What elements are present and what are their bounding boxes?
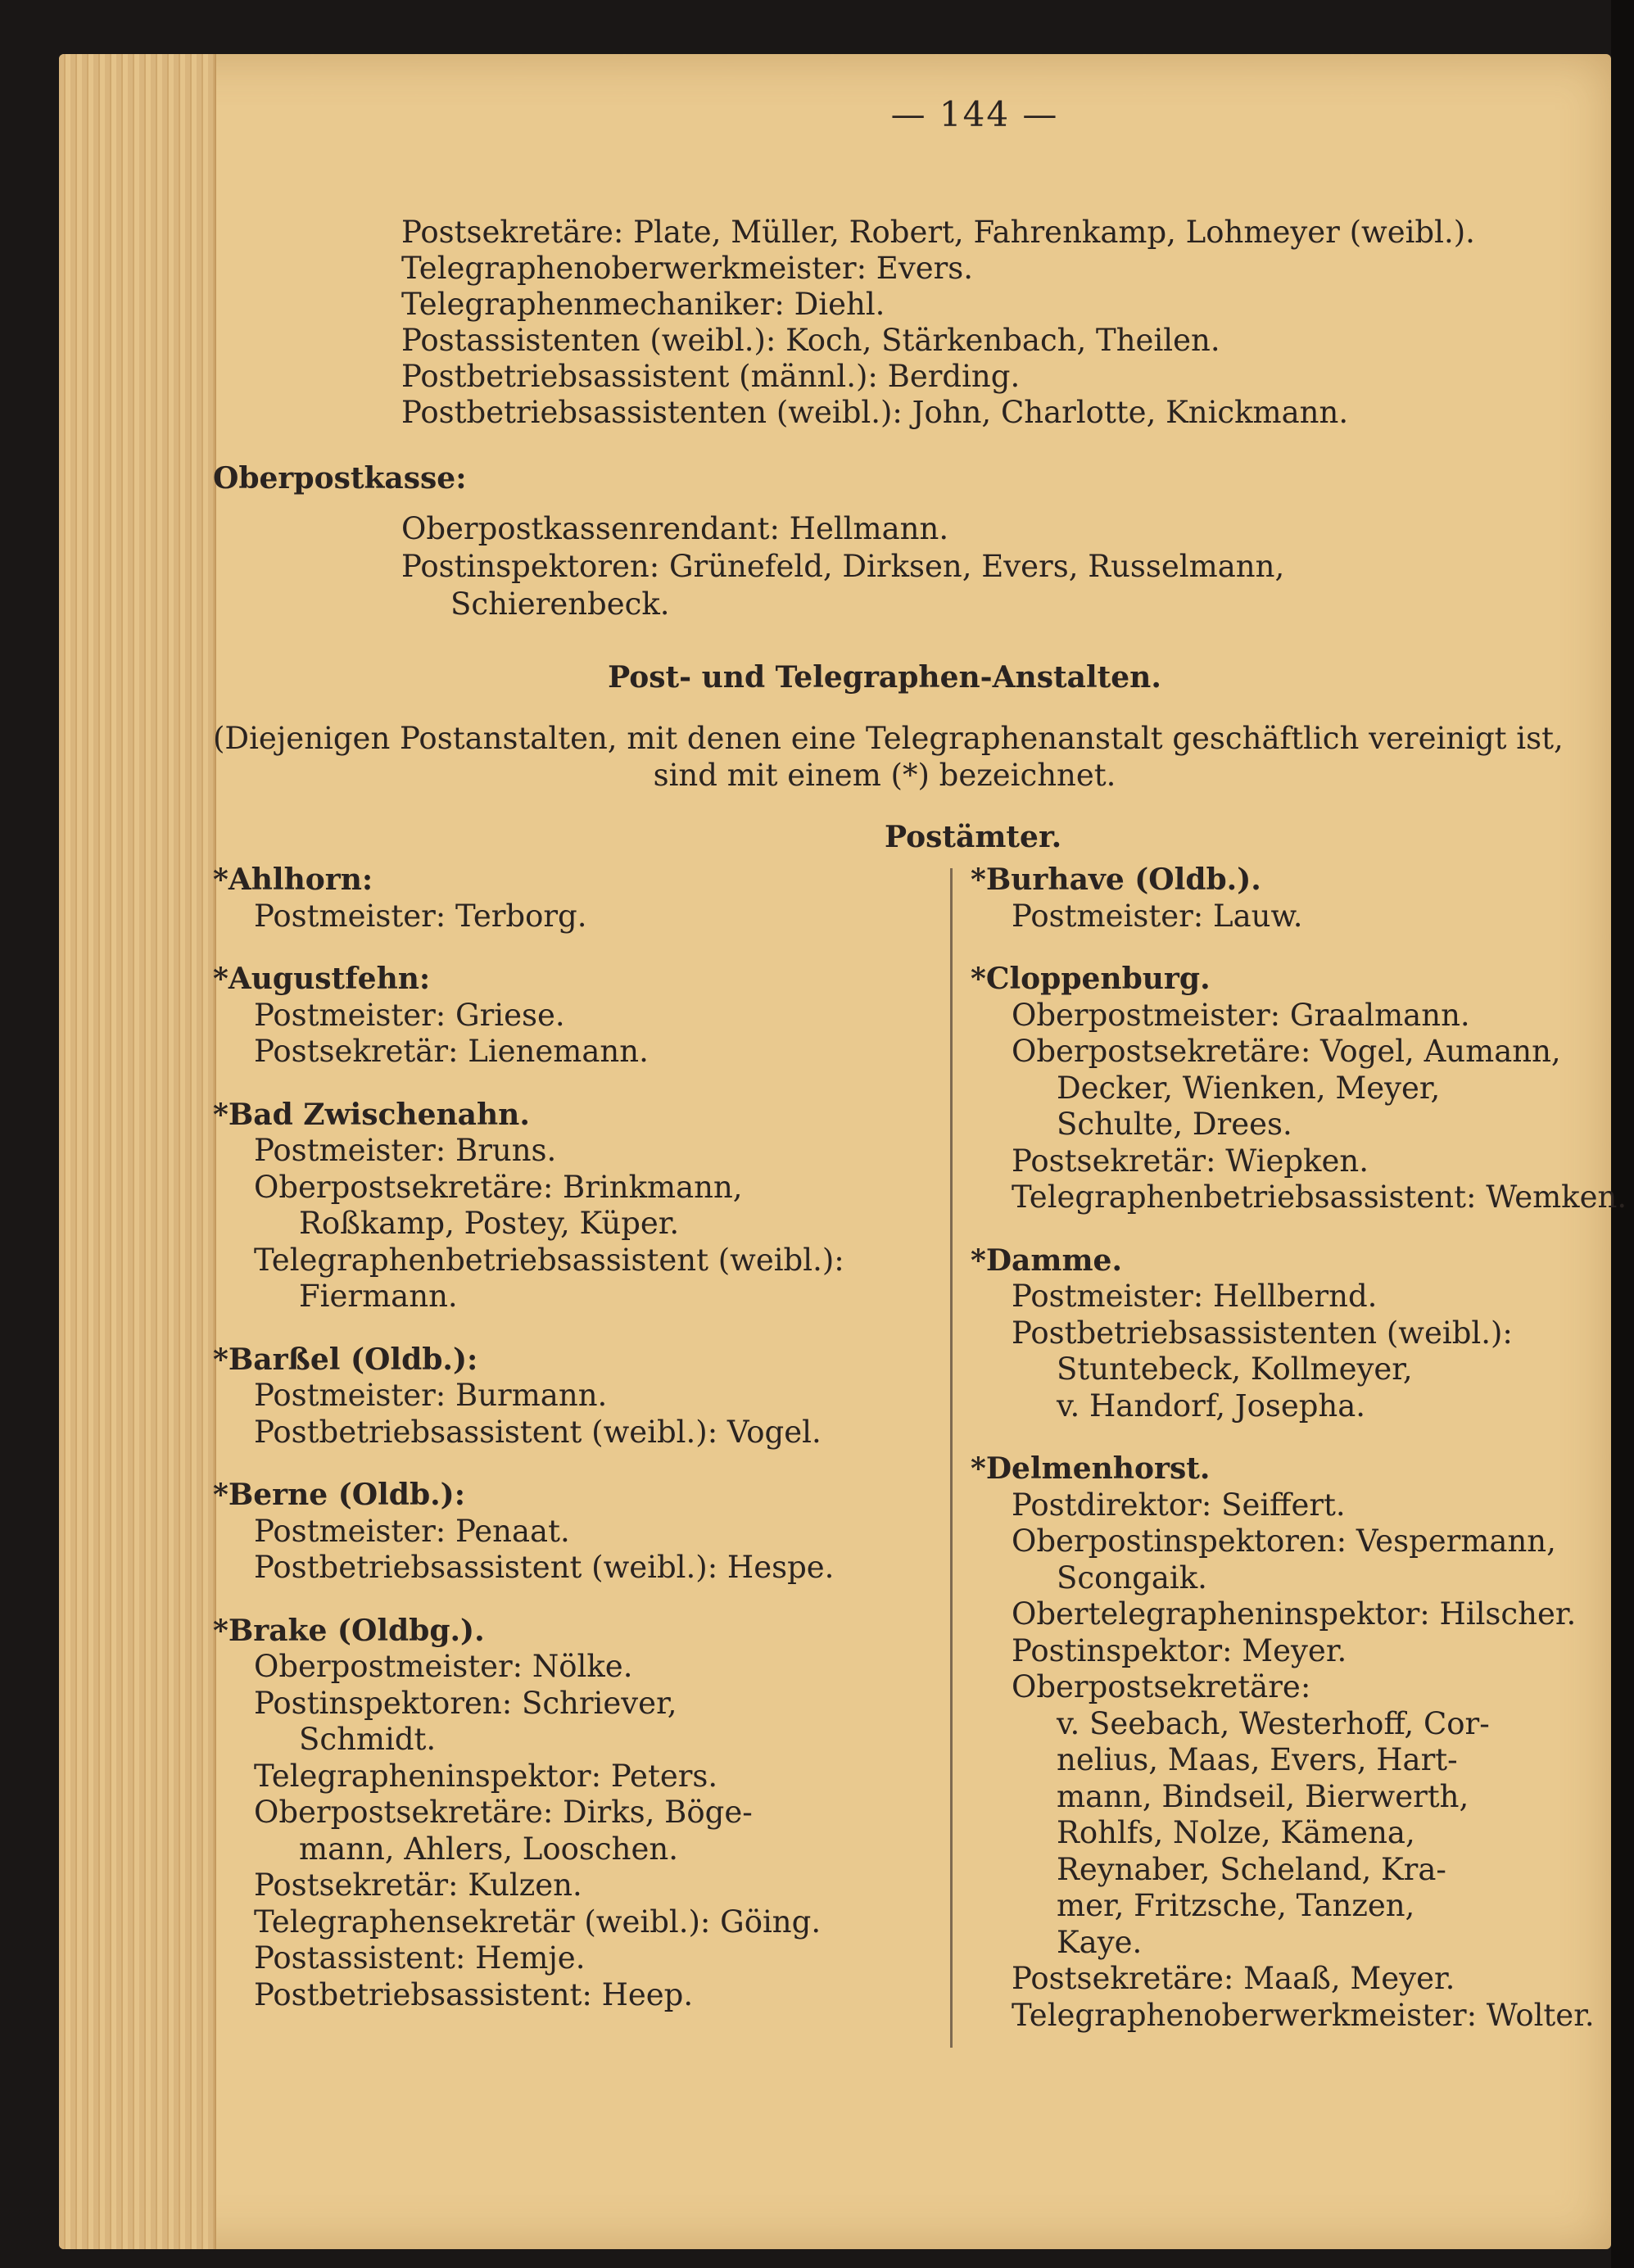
- entry-continuation: Roßkamp, Postey, Küper.: [299, 1206, 680, 1241]
- entry-line: Postbetriebsassistent (weibl.): Hespe.: [254, 1550, 835, 1585]
- note-line-1: (Diejenigen Postanstalten, mit denen eine Telegraphenanstalt geschäftlich vereinigt ist,: [213, 721, 1564, 756]
- entry-continuation: mann, Ahlers, Looschen.: [299, 1831, 678, 1867]
- intro-line: Postbetriebsassistenten (weibl.): John, Charlotte, Knickmann.: [401, 395, 1349, 430]
- entry-line: Telegrapheninspektor: Peters.: [254, 1758, 718, 1794]
- entry-line: Postmeister: Terborg.: [254, 898, 587, 934]
- entry-line: Postbetriebsassistent: Heep.: [254, 1976, 694, 2012]
- postaemter-title: Postämter.: [885, 820, 1062, 854]
- entry-continuation: v. Handorf, Josepha.: [1057, 1388, 1366, 1424]
- entry-line: Oberpostsekretäre: Vogel, Aumann,: [1012, 1034, 1561, 1069]
- entry-heading: *Cloppenburg.: [971, 962, 1211, 996]
- entry-continuation: mann, Bindseil, Bierwerth,: [1057, 1778, 1469, 1814]
- entry-line: Oberpostinspektoren: Vespermann,: [1012, 1523, 1556, 1559]
- entry-heading: *Berne (Oldb.):: [213, 1478, 466, 1512]
- entry-heading: *Barßel (Oldb.):: [213, 1342, 478, 1377]
- page-stack-edge: [59, 54, 216, 2249]
- entry-continuation: Schulte, Drees.: [1057, 1107, 1292, 1142]
- entry-heading: *Ahlhorn:: [213, 862, 373, 897]
- entry-line: Postbetriebsassistenten (weibl.):: [1012, 1315, 1513, 1351]
- intro-line: Telegraphenoberwerkmeister: Evers.: [401, 251, 974, 286]
- entry-continuation: Fiermann.: [299, 1279, 458, 1314]
- entry-continuation: Reynaber, Scheland, Kra-: [1057, 1851, 1446, 1887]
- entry-line: Telegraphenoberwerkmeister: Wolter.: [1012, 1997, 1595, 2033]
- entry-continuation: Decker, Wienken, Meyer,: [1057, 1070, 1441, 1106]
- entry-line: Postmeister: Lauw.: [1012, 898, 1303, 934]
- entry-continuation: Kaye.: [1057, 1924, 1143, 1960]
- entry-continuation: Scongaik.: [1057, 1560, 1207, 1596]
- entry-line: Postmeister: Penaat.: [254, 1513, 570, 1549]
- entry-continuation: Rohlfs, Nolze, Kämena,: [1057, 1815, 1415, 1850]
- entry-line: Postbetriebsassistent (weibl.): Vogel.: [254, 1414, 822, 1450]
- oberpostkasse-line: Oberpostkassenrendant: Hellmann.: [401, 511, 949, 546]
- entry-heading: *Delmenhorst.: [971, 1451, 1211, 1486]
- entry-heading: *Brake (Oldbg.).: [213, 1613, 485, 1648]
- entry-line: Postassistent: Hemje.: [254, 1940, 586, 1976]
- entry-continuation: v. Seebach, Westerhoff, Cor-: [1057, 1705, 1490, 1741]
- entry-continuation: Stuntebeck, Kollmeyer,: [1057, 1351, 1413, 1387]
- entry-line: Oberpostmeister: Graalmann.: [1012, 997, 1470, 1033]
- entry-continuation: Schmidt.: [299, 1722, 437, 1757]
- oberpostkasse-line: Schierenbeck.: [450, 586, 670, 622]
- page-number: — 144 —: [890, 94, 1059, 134]
- entry-line: Postinspektor: Meyer.: [1012, 1632, 1347, 1668]
- entry-continuation: mer, Fritzsche, Tanzen,: [1057, 1888, 1415, 1923]
- entry-line: Postsekretär: Wiepken.: [1012, 1143, 1369, 1179]
- entry-line: Oberpostmeister: Nölke.: [254, 1649, 633, 1684]
- entry-line: Oberpostsekretäre: Brinkmann,: [254, 1169, 743, 1205]
- intro-line: Postbetriebsassistent (männl.): Berding.: [401, 359, 1021, 394]
- oberpostkasse-line: Postinspektoren: Grünefeld, Dirksen, Evers, Russelmann,: [401, 549, 1285, 584]
- entry-heading: *Burhave (Oldb.).: [971, 862, 1261, 897]
- entry-line: Telegraphenbetriebsassistent (weibl.):: [254, 1242, 844, 1278]
- scan-border: [1611, 0, 1634, 2268]
- oberpostkasse-heading: Oberpostkasse:: [213, 461, 467, 496]
- entry-line: Postsekretär: Lienemann.: [254, 1034, 649, 1069]
- entry-heading: *Bad Zwischenahn.: [213, 1097, 530, 1132]
- entry-line: Postsekretäre: Maaß, Meyer.: [1012, 1961, 1455, 1996]
- entry-line: Postsekretär: Kulzen.: [254, 1867, 582, 1903]
- intro-line: Postsekretäre: Plate, Müller, Robert, Fahrenkamp, Lohmeyer (weibl.).: [401, 215, 1475, 250]
- entry-line: Postmeister: Hellbernd.: [1012, 1279, 1378, 1314]
- entry-line: Telegraphensekretär (weibl.): Göing.: [254, 1904, 822, 1940]
- entry-heading: *Augustfehn:: [213, 962, 431, 996]
- entry-line: Oberpostsekretäre: Dirks, Böge-: [254, 1795, 753, 1830]
- intro-line: Postassistenten (weibl.): Koch, Stärkenbach, Theilen.: [401, 323, 1220, 358]
- intro-line: Telegraphenmechaniker: Diehl.: [401, 287, 885, 322]
- entry-line: Telegraphenbetriebsassistent: Wemken.: [1012, 1179, 1627, 1215]
- entry-heading: *Damme.: [971, 1243, 1122, 1278]
- section-title: Post- und Telegraphen-Anstalten.: [608, 660, 1161, 695]
- entry-line: Postinspektoren: Schriever,: [254, 1685, 677, 1721]
- entry-line: Oberpostsekretäre:: [1012, 1669, 1311, 1704]
- column-divider: [950, 868, 953, 2048]
- entry-line: Postmeister: Griese.: [254, 997, 565, 1033]
- entry-line: Postmeister: Bruns.: [254, 1133, 557, 1168]
- page-content: [213, 0, 1627, 2268]
- entry-line: Postmeister: Burmann.: [254, 1378, 608, 1413]
- entry-line: Obertelegrapheninspektor: Hilscher.: [1012, 1596, 1577, 1632]
- entry-continuation: nelius, Maas, Evers, Hart-: [1057, 1742, 1458, 1777]
- entry-line: Postdirektor: Seiffert.: [1012, 1487, 1346, 1523]
- note-line-2: sind mit einem (*) bezeichnet.: [653, 758, 1116, 793]
